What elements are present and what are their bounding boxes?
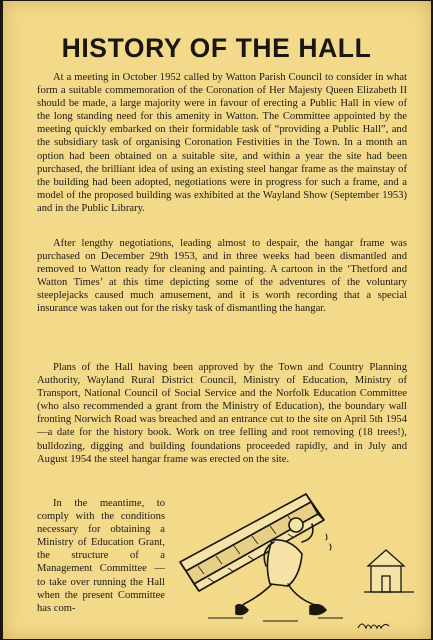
ground-lines [208,618,343,621]
paragraph-3: Plans of the Hall having been approved by the Town and Country Planning Authority, Wayland Rural District Council, Ministry of Education, Ministry of Transport, National Council of Social Service and the Norfolk Education Committee (who also recommended a grant from the Ministry of Education), the boundary wall fronting Norwich Road was breached and an entrance cut to the site on April 5th 1954—a date for the history book. Work on tree felling and root removing (18 trees!), bulldozing, digging and building foundations proceeded rapidly, and in July and August 1954 the steel hangar frame was erected on the site. [37,362,407,465]
girder-cartoon-illustration [168,480,418,630]
small-building [364,550,414,592]
page-title: HISTORY OF THE HALL [61,33,372,63]
paragraph-1: At a meeting in October 1952 called by Watton Parish Council to consider in what form a suitable commemoration of the Coronation of Her Majesty Queen Elizabeth II should be made, a large majority were in favour of erecting a Public Hall in view of the long standing need for this amenity in Watton. The Committee appointed by the meeting quickly embarked on their formidable task of “providing a Public Hall”, and the subsidiary task of organising Coronation Festivities in the Town. In a month an option had been obtained on a suitable site, and within a year the site had been purchased, the brilliant idea of using an existing steel hangar frame as the mainstay of the building had been adopted, negotiations were in progress for such a frame, and a model of the proposed building was exhibited at the Wayland Show (September 1953) and in the Public Library. [37,72,407,214]
paragraph-2: After lengthy negotiations, leading almost to despair, the hangar frame was purchased on December 29th 1953, and in three weeks had been dismantled and removed to Watton ready for cleaning and painting. A cartoon in the ‘Thetford and Watton Times’ at this time depicting some of the adventures of the voluntary steeplejacks caused much amusement, and it is worth recording that a special insurance was taken out for the risky task of dismantling the hangar. [37,238,407,315]
artist-signature [358,624,389,628]
paragraph-4: In the meantime, to comply with the conditions necessary for obtaining a Ministry of Education Grant, the structure of a Management Committee — to take over running the Hall when the present Committee has com- [37,498,165,614]
